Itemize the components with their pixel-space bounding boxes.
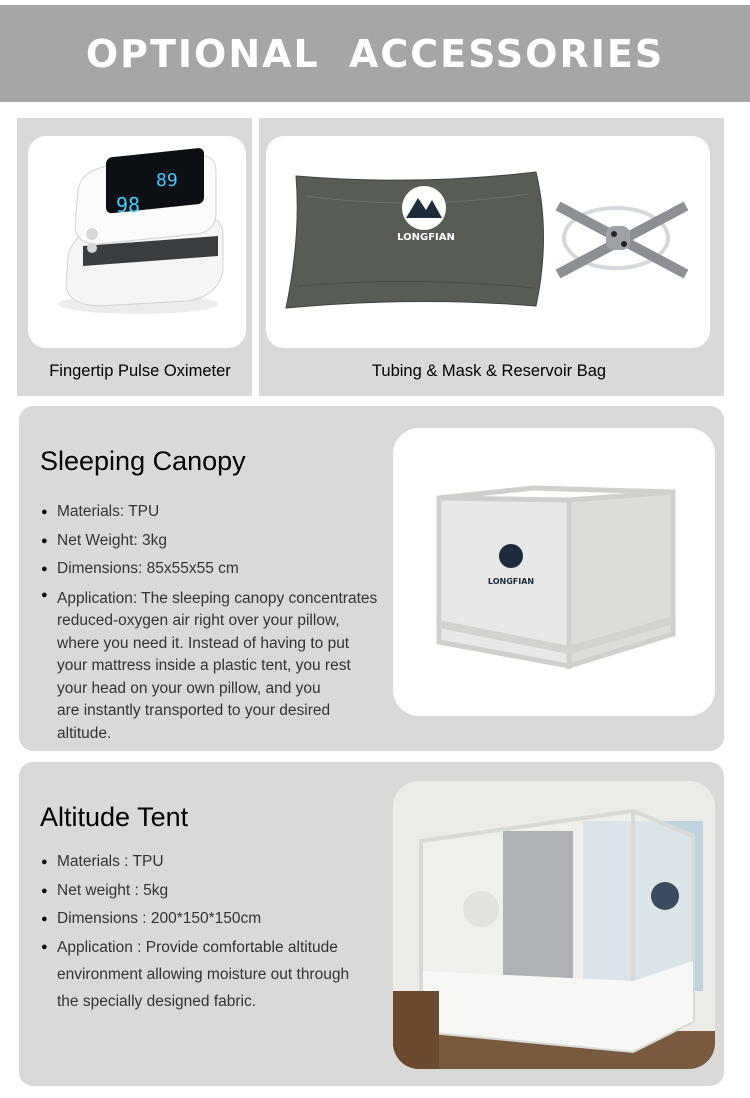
application-line: ● Application: The sleeping canopy concentrates: [57, 589, 378, 607]
application-line: environment allowing moisture out through: [57, 965, 350, 983]
oximeter-screen-bottom: 98: [116, 193, 141, 217]
canopy-spec-item: ● Net Weight: 3kg: [41, 527, 377, 556]
canopy-title: Sleeping Canopy: [40, 446, 246, 476]
application-line: are instantly transported to your desired: [57, 702, 331, 719]
canopy-spec-item: ● Dimensions: 85x55x55 cm: [41, 555, 377, 584]
application-line: altitude.: [57, 724, 112, 742]
application-line: ● Application : Provide comfortable altitude: [57, 938, 338, 956]
tent-spec-item: ● Net weight : 5kg: [41, 877, 349, 906]
page-banner: [0, 5, 750, 102]
accessory-caption-oximeter: Fingertip Pulse Oximeter: [49, 362, 231, 380]
application-line: reduced-oxygen air right over your pillow,: [57, 612, 340, 629]
oximeter-image-card: [28, 136, 246, 348]
bag-logo-text: LONGFIAN: [397, 232, 455, 243]
sleeping-canopy-image: [393, 428, 715, 716]
altitude-tent-image: [393, 781, 715, 1069]
application-line: where you need it. Instead of having to put: [57, 634, 350, 652]
canopy-spec-item: ● Materials: TPU: [41, 498, 377, 527]
application-line: your head on your own pillow, and you: [57, 679, 321, 697]
application-line: the specially designed fabric.: [57, 992, 257, 1010]
tent-spec-item: ● Materials : TPU: [41, 848, 349, 877]
tent-title: Altitude Tent: [40, 802, 189, 832]
canopy-application: [41, 584, 377, 746]
canopy-spec-list: [41, 498, 377, 745]
tent-spec-item: ● Dimensions : 200*150*150cm: [41, 905, 349, 934]
canopy-section: [19, 406, 724, 751]
bag-image-card: [266, 136, 710, 348]
canopy-logo-text: LONGFIAN: [487, 577, 535, 586]
application-line: your mattress inside a plastic tent, you rest: [57, 657, 351, 674]
canopy-photo: [393, 428, 715, 716]
oximeter-screen-top: 89: [156, 170, 178, 191]
tent-photo: [393, 781, 715, 1069]
reservoir-bag-image: [266, 136, 710, 348]
pulse-oximeter-image: [28, 136, 246, 348]
tent-section: [19, 762, 724, 1086]
tent-spec-list: [41, 848, 349, 1015]
accessory-caption-bag: Tubing & Mask & Reservoir Bag: [371, 362, 607, 380]
tent-application: [41, 934, 349, 1015]
page-title: OPTIONAL ACCESSORIES: [85, 31, 665, 76]
